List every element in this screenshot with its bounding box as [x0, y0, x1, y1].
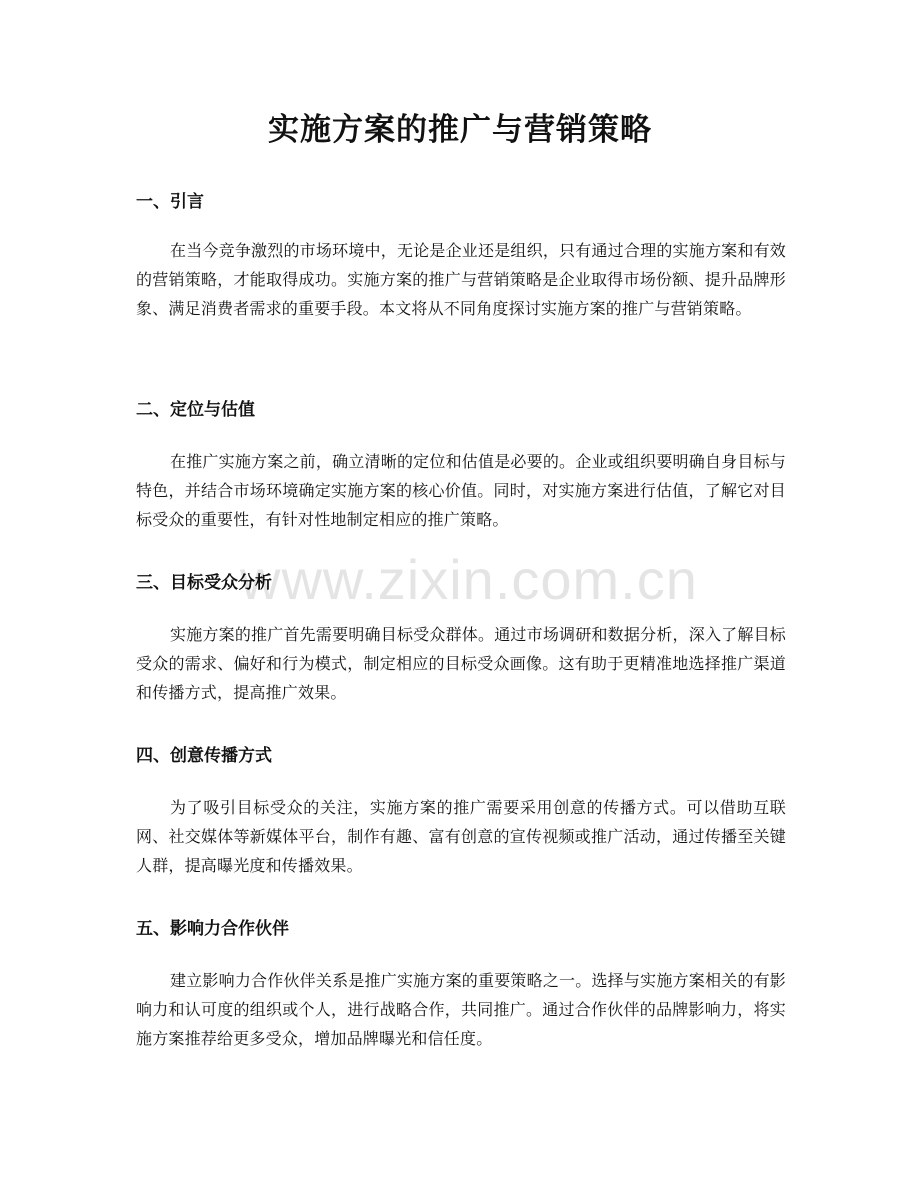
section-heading-introduction: 一、引言 — [136, 192, 204, 212]
section-heading-positioning: 二、定位与估值 — [136, 400, 255, 420]
watermark: www.zixin.com.cn — [240, 548, 698, 611]
section-heading-creative: 四、创意传播方式 — [136, 746, 272, 766]
section-paragraph-positioning: 在推广实施方案之前，确立清晰的定位和估值是必要的。企业或组织要明确自身目标与特色，并结合市场环境确定实施方案的核心价值。同时，对实施方案进行估值，了解它对目标受众的重要性，有针对性地制定相应的推广策略。 — [136, 452, 786, 529]
document-title: 实施方案的推广与营销策略 — [268, 112, 652, 148]
section-paragraph-partners: 建立影响力合作伙伴关系是推广实施方案的重要策略之一。选择与实施方案相关的有影响力和认可度的组织或个人，进行战略合作，共同推广。通过合作伙伴的品牌影响力，将实施方案推荐给更多受众，增加品牌曝光和信任度。 — [136, 971, 786, 1048]
section-heading-partners: 五、影响力合作伙伴 — [136, 919, 289, 939]
section-heading-audience: 三、目标受众分析 — [136, 573, 272, 593]
section-paragraph-audience: 实施方案的推广首先需要明确目标受众群体。通过市场调研和数据分析，深入了解目标受众的需求、偏好和行为模式，制定相应的目标受众画像。这有助于更精准地选择推广渠道和传播方式，提高推广效果。 — [136, 625, 786, 702]
section-paragraph-creative: 为了吸引目标受众的关注，实施方案的推广需要采用创意的传播方式。可以借助互联网、社交媒体等新媒体平台，制作有趣、富有创意的宣传视频或推广活动，通过传播至关键人群，提高曝光度和传播效果。 — [136, 798, 786, 875]
section-paragraph-introduction: 在当今竞争激烈的市场环境中，无论是企业还是组织，只有通过合理的实施方案和有效的营销策略，才能取得成功。实施方案的推广与营销策略是企业取得市场份额、提升品牌形象、满足消费者需求的重要手段。本文将从不同角度探讨实施方案的推广与营销策略。 — [136, 241, 786, 318]
